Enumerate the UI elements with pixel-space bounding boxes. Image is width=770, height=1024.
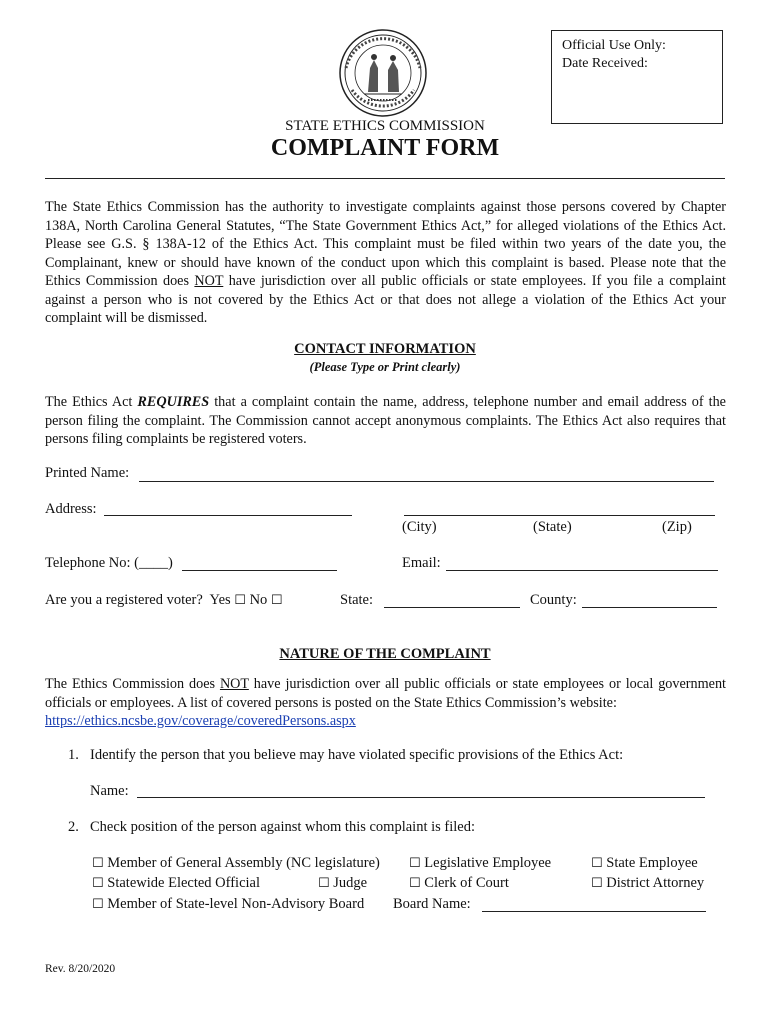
yes-label: Yes: [209, 592, 231, 608]
printed-name-field[interactable]: [139, 481, 714, 482]
legislative-employee-label: Legislative Employee: [424, 855, 552, 871]
yes-checkbox[interactable]: ☐: [234, 593, 246, 608]
state-paren-label: (State): [533, 519, 572, 535]
board-name-label: Board Name:: [393, 896, 471, 912]
judge-checkbox[interactable]: ☐: [318, 876, 330, 891]
telephone-label: Telephone No: (____): [45, 555, 173, 571]
contact-emphasis: REQUIRES: [137, 394, 210, 410]
agency-name: STATE ETHICS COMMISSION: [285, 118, 485, 134]
q2-text: Check position of the person against whom this complaint is filed:: [90, 819, 476, 835]
revision-date: Rev. 8/20/2020: [45, 963, 116, 975]
clerk-of-court-checkbox[interactable]: ☐: [409, 876, 421, 891]
nature-text: The Ethics Commission does: [45, 676, 220, 692]
option-general-assembly[interactable]: [92, 855, 380, 872]
statewide-elected-label: Statewide Elected Official: [107, 875, 261, 891]
district-attorney-checkbox[interactable]: ☐: [591, 876, 603, 891]
contact-heading: CONTACT INFORMATION: [294, 341, 476, 357]
option-judge[interactable]: [318, 875, 367, 892]
no-checkbox[interactable]: ☐: [270, 593, 283, 608]
board-name-field[interactable]: [482, 911, 706, 912]
telephone-field[interactable]: [182, 570, 337, 571]
state-seal-logo: [338, 28, 428, 118]
voter-row: [45, 592, 283, 609]
judge-label: Judge: [333, 875, 368, 891]
voter-state-field[interactable]: [384, 607, 520, 608]
no-label: No: [249, 592, 268, 608]
page-title: COMPLAINT FORM: [270, 135, 500, 161]
q1-text: Identify the person that you believe may have violated specific provisions of the Ethics Act:: [90, 747, 624, 763]
printed-name-label: Printed Name:: [45, 465, 130, 481]
nature-heading: NATURE OF THE COMPLAINT: [279, 646, 491, 662]
respondent-name-label: Name:: [90, 783, 129, 799]
address-street-field[interactable]: [104, 515, 352, 516]
voter-label: Are you a registered voter?: [45, 592, 203, 608]
state-employee-label: State Employee: [606, 855, 698, 871]
clerk-of-court-label: Clerk of Court: [424, 875, 509, 891]
q1-number: 1.: [68, 747, 79, 763]
contact-subheading: (Please Type or Print clearly): [309, 360, 461, 374]
official-use-label: Official Use Only:: [562, 38, 666, 53]
statewide-elected-checkbox[interactable]: ☐: [92, 876, 104, 891]
board-member-label: Member of State-level Non-Advisory Board: [107, 896, 365, 912]
voter-state-label: State:: [340, 592, 374, 608]
general-assembly-label: Member of General Assembly (NC legislature): [107, 855, 380, 871]
nature-text-end: have jurisdiction over all public officials or state employees or local government officials or employees. A list of covered persons is posted on the State Ethics Commission’s website:: [45, 676, 726, 711]
contact-paragraph: [45, 393, 726, 449]
intro-paragraph: [45, 198, 726, 328]
address-label: Address:: [45, 501, 97, 517]
intro-emphasis: NOT: [194, 273, 224, 289]
zip-label: (Zip): [662, 519, 692, 535]
email-field[interactable]: [446, 570, 718, 571]
general-assembly-checkbox[interactable]: ☐: [92, 856, 104, 871]
district-attorney-label: District Attorney: [606, 875, 705, 891]
state-employee-checkbox[interactable]: ☐: [591, 856, 603, 871]
option-state-employee[interactable]: [591, 855, 698, 872]
official-use-box: [551, 30, 723, 124]
contact-text-end: that a complaint contain the name, address, telephone number and email address of the person filing the complaint. The Commission cannot accept anonymous complaints. The Ethics Act also requires that persons filing complaints be registered voters.: [45, 394, 726, 447]
address-city-state-zip-field[interactable]: [404, 515, 715, 516]
option-clerk-of-court[interactable]: [409, 875, 509, 892]
header-divider: [45, 178, 725, 179]
city-label: (City): [402, 519, 437, 535]
nature-paragraph: [45, 675, 726, 731]
intro-text-end: have jurisdiction over all public officials or state employees. If you file a complaint against a person who is not covered by the Ethics Act or that does not allege a violation of the Ethics Act your complaint will be dismissed.: [45, 273, 726, 326]
county-label: County:: [530, 592, 577, 608]
board-member-checkbox[interactable]: ☐: [92, 897, 104, 912]
date-received-label: Date Received:: [562, 56, 648, 71]
covered-persons-link[interactable]: https://ethics.ncsbe.gov/coverage/coveredPersons.aspx: [45, 713, 356, 729]
contact-text: The Ethics Act: [45, 394, 138, 410]
option-board-member[interactable]: [92, 896, 364, 913]
nature-emphasis: NOT: [219, 676, 249, 692]
respondent-name-field[interactable]: [137, 797, 705, 798]
option-legislative-employee[interactable]: [409, 855, 551, 872]
email-label: Email:: [402, 555, 441, 571]
option-statewide-elected[interactable]: [92, 875, 260, 892]
q2-number: 2.: [68, 819, 79, 835]
intro-text: The State Ethics Commission has the authority to investigate complaints against those persons covered by Chapter 138A, North Carolina General Statutes, “The State Government Ethics Act,” for alleged violations of the Ethics Act. Please see G.S. § 138A-12 of the Ethics Act. This complaint must be filed within two years of the date you, the Complainant, knew or should have known of the conduct upon which this complaint is based. Please note that the Ethics Commission does: [45, 199, 726, 289]
county-field[interactable]: [582, 607, 717, 608]
option-district-attorney[interactable]: [591, 875, 704, 892]
legislative-employee-checkbox[interactable]: ☐: [409, 856, 421, 871]
